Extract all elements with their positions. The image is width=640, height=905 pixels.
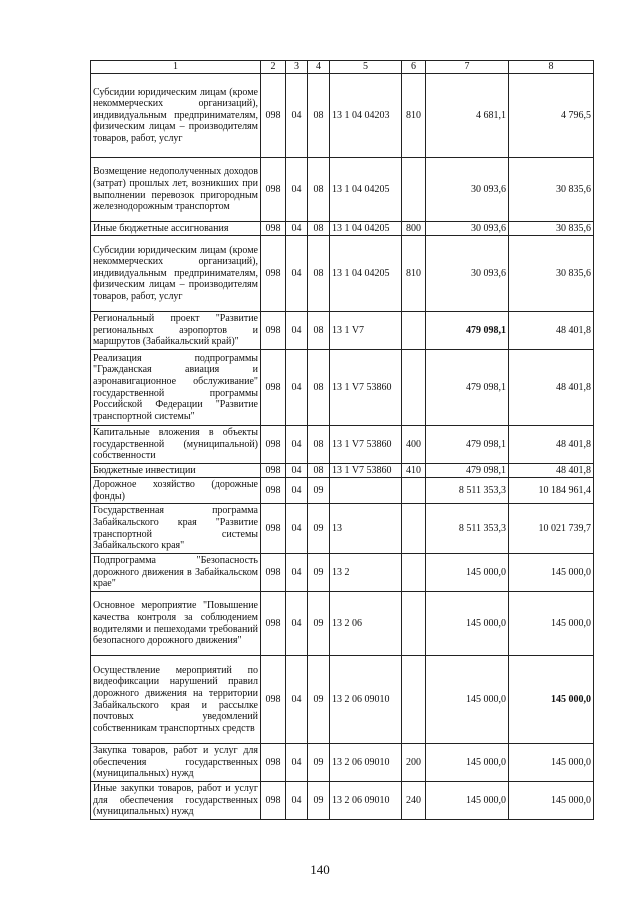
- ministry-code: 098: [261, 426, 286, 464]
- amount-col7: 479 098,1: [426, 312, 509, 350]
- subsection-code: 08: [308, 350, 330, 426]
- amount-col7: 30 093,6: [426, 222, 509, 236]
- target-article-code: 13 1 V7 53860: [330, 426, 402, 464]
- ministry-code: 098: [261, 554, 286, 592]
- target-article-code: [330, 478, 402, 504]
- section-code: 04: [286, 554, 308, 592]
- ministry-code: 098: [261, 656, 286, 744]
- table-row: [91, 350, 594, 426]
- subsection-code: 08: [308, 222, 330, 236]
- expense-type-code: 240: [402, 782, 426, 820]
- row-name: Осуществление мероприятий по видеофиксации нарушений правил дорожного движения на территории Забайкальского края и рассылке почтовых уведомлений собственникам транспортных средств: [91, 656, 261, 744]
- subsection-code: 09: [308, 782, 330, 820]
- expense-type-code: 200: [402, 744, 426, 782]
- expense-type-code: 810: [402, 236, 426, 312]
- subsection-code: 08: [308, 236, 330, 312]
- section-code: 04: [286, 592, 308, 656]
- amount-col8: 145 000,0: [509, 782, 594, 820]
- expense-type-code: [402, 478, 426, 504]
- budget-table: [90, 60, 594, 820]
- table-row: [91, 312, 594, 350]
- subsection-code: 09: [308, 554, 330, 592]
- table-row: [91, 464, 594, 478]
- section-code: 04: [286, 350, 308, 426]
- target-article-code: 13 1 04 04205: [330, 158, 402, 222]
- amount-col7: 145 000,0: [426, 656, 509, 744]
- amount-col8: 48 401,8: [509, 426, 594, 464]
- column-header: 8: [509, 61, 594, 74]
- amount-col7: 145 000,0: [426, 592, 509, 656]
- section-code: 04: [286, 222, 308, 236]
- section-code: 04: [286, 464, 308, 478]
- target-article-code: 13: [330, 504, 402, 554]
- section-code: 04: [286, 656, 308, 744]
- table-row: [91, 554, 594, 592]
- target-article-code: 13 2: [330, 554, 402, 592]
- table-row: [91, 504, 594, 554]
- target-article-code: 13 2 06 09010: [330, 744, 402, 782]
- amount-col8: 30 835,6: [509, 222, 594, 236]
- expense-type-code: [402, 592, 426, 656]
- target-article-code: 13 1 V7: [330, 312, 402, 350]
- subsection-code: 08: [308, 158, 330, 222]
- column-header: 2: [261, 61, 286, 74]
- amount-col7: 8 511 353,3: [426, 504, 509, 554]
- amount-col8: 48 401,8: [509, 350, 594, 426]
- amount-col7: 30 093,6: [426, 158, 509, 222]
- subsection-code: 08: [308, 74, 330, 158]
- subsection-code: 09: [308, 478, 330, 504]
- column-header: 5: [330, 61, 402, 74]
- table-row: [91, 158, 594, 222]
- ministry-code: 098: [261, 478, 286, 504]
- row-name: Основное мероприятие "Повышение качества контроля за соблюдением водителями и пешеходами требований безопасного дорожного движения": [91, 592, 261, 656]
- amount-col7: 145 000,0: [426, 744, 509, 782]
- amount-col8: 48 401,8: [509, 312, 594, 350]
- section-code: 04: [286, 236, 308, 312]
- row-name: Возмещение недополученных доходов (затрат) прошлых лет, возникших при выполнении перевозок пригородным железнодорожным транспортом: [91, 158, 261, 222]
- table-row: [91, 592, 594, 656]
- expense-type-code: 410: [402, 464, 426, 478]
- amount-col8: 30 835,6: [509, 158, 594, 222]
- header-row: [91, 61, 594, 74]
- subsection-code: 08: [308, 426, 330, 464]
- target-article-code: 13 1 V7 53860: [330, 350, 402, 426]
- column-header: 7: [426, 61, 509, 74]
- table-row: [91, 656, 594, 744]
- amount-col8: 48 401,8: [509, 464, 594, 478]
- expense-type-code: 400: [402, 426, 426, 464]
- ministry-code: 098: [261, 312, 286, 350]
- subsection-code: 09: [308, 592, 330, 656]
- amount-col8: 145 000,0: [509, 744, 594, 782]
- amount-col8: 30 835,6: [509, 236, 594, 312]
- amount-col8: 145 000,0: [509, 554, 594, 592]
- column-header: 4: [308, 61, 330, 74]
- expense-type-code: 800: [402, 222, 426, 236]
- amount-col8: 4 796,5: [509, 74, 594, 158]
- expense-type-code: [402, 158, 426, 222]
- section-code: 04: [286, 504, 308, 554]
- amount-col7: 145 000,0: [426, 782, 509, 820]
- amount-col7: 145 000,0: [426, 554, 509, 592]
- ministry-code: 098: [261, 158, 286, 222]
- row-name: Иные бюджетные ассигнования: [91, 222, 261, 236]
- target-article-code: 13 2 06 09010: [330, 782, 402, 820]
- table-row: [91, 426, 594, 464]
- target-article-code: 13 1 04 04205: [330, 222, 402, 236]
- target-article-code: 13 2 06: [330, 592, 402, 656]
- amount-col7: 30 093,6: [426, 236, 509, 312]
- row-name: Региональный проект "Развитие региональных аэропортов и маршрутов (Забайкальский край)": [91, 312, 261, 350]
- section-code: 04: [286, 74, 308, 158]
- amount-col7: 479 098,1: [426, 350, 509, 426]
- ministry-code: 098: [261, 74, 286, 158]
- section-code: 04: [286, 312, 308, 350]
- subsection-code: 08: [308, 464, 330, 478]
- target-article-code: 13 2 06 09010: [330, 656, 402, 744]
- row-name: Капитальные вложения в объекты государственной (муниципальной) собственности: [91, 426, 261, 464]
- expense-type-code: [402, 554, 426, 592]
- row-name: Подпрограмма "Безопасность дорожного движения в Забайкальском крае": [91, 554, 261, 592]
- column-header: 1: [91, 61, 261, 74]
- expense-type-code: [402, 656, 426, 744]
- expense-type-code: 810: [402, 74, 426, 158]
- table-row: [91, 478, 594, 504]
- expense-type-code: [402, 312, 426, 350]
- column-header: 6: [402, 61, 426, 74]
- target-article-code: 13 1 V7 53860: [330, 464, 402, 478]
- table-row: [91, 782, 594, 820]
- ministry-code: 098: [261, 222, 286, 236]
- amount-col7: 479 098,1: [426, 464, 509, 478]
- amount-col8: 10 184 961,4: [509, 478, 594, 504]
- section-code: 04: [286, 782, 308, 820]
- subsection-code: 09: [308, 744, 330, 782]
- row-name: Субсидии юридическим лицам (кроме некоммерческих организаций), индивидуальным предпринимателям, физическим лицам – производителям товаров, работ, услуг: [91, 236, 261, 312]
- row-name: Дорожное хозяйство (дорожные фонды): [91, 478, 261, 504]
- ministry-code: 098: [261, 744, 286, 782]
- subsection-code: 09: [308, 504, 330, 554]
- table-row: [91, 744, 594, 782]
- amount-col8: 145 000,0: [509, 656, 594, 744]
- row-name: Бюджетные инвестиции: [91, 464, 261, 478]
- page-number: 140: [310, 862, 330, 877]
- ministry-code: 098: [261, 236, 286, 312]
- ministry-code: 098: [261, 592, 286, 656]
- row-name: Государственная программа Забайкальского края "Развитие транспортной системы Забайкальского края": [91, 504, 261, 554]
- section-code: 04: [286, 744, 308, 782]
- amount-col7: 479 098,1: [426, 426, 509, 464]
- expense-type-code: [402, 504, 426, 554]
- ministry-code: 098: [261, 504, 286, 554]
- expense-type-code: [402, 350, 426, 426]
- row-name: Субсидии юридическим лицам (кроме некоммерческих организаций), индивидуальным предпринимателям, физическим лицам – производителям товаров, работ, услуг: [91, 74, 261, 158]
- section-code: 04: [286, 478, 308, 504]
- subsection-code: 08: [308, 312, 330, 350]
- subsection-code: 09: [308, 656, 330, 744]
- target-article-code: 13 1 04 04205: [330, 236, 402, 312]
- ministry-code: 098: [261, 782, 286, 820]
- section-code: 04: [286, 426, 308, 464]
- ministry-code: 098: [261, 464, 286, 478]
- section-code: 04: [286, 158, 308, 222]
- table-row: [91, 74, 594, 158]
- column-header: 3: [286, 61, 308, 74]
- target-article-code: 13 1 04 04203: [330, 74, 402, 158]
- amount-col8: 145 000,0: [509, 592, 594, 656]
- amount-col7: 4 681,1: [426, 74, 509, 158]
- row-name: Иные закупки товаров, работ и услуг для обеспечения государственных (муниципальных) нужд: [91, 782, 261, 820]
- table-row: [91, 222, 594, 236]
- ministry-code: 098: [261, 350, 286, 426]
- amount-col8: 10 021 739,7: [509, 504, 594, 554]
- amount-col7: 8 511 353,3: [426, 478, 509, 504]
- row-name: Реализация подпрограммы "Гражданская авиация и аэронавигационное обслуживание" государственной программы Российской Федерации "Развитие транспортной системы": [91, 350, 261, 426]
- row-name: Закупка товаров, работ и услуг для обеспечения государственных (муниципальных) нужд: [91, 744, 261, 782]
- table-row: [91, 236, 594, 312]
